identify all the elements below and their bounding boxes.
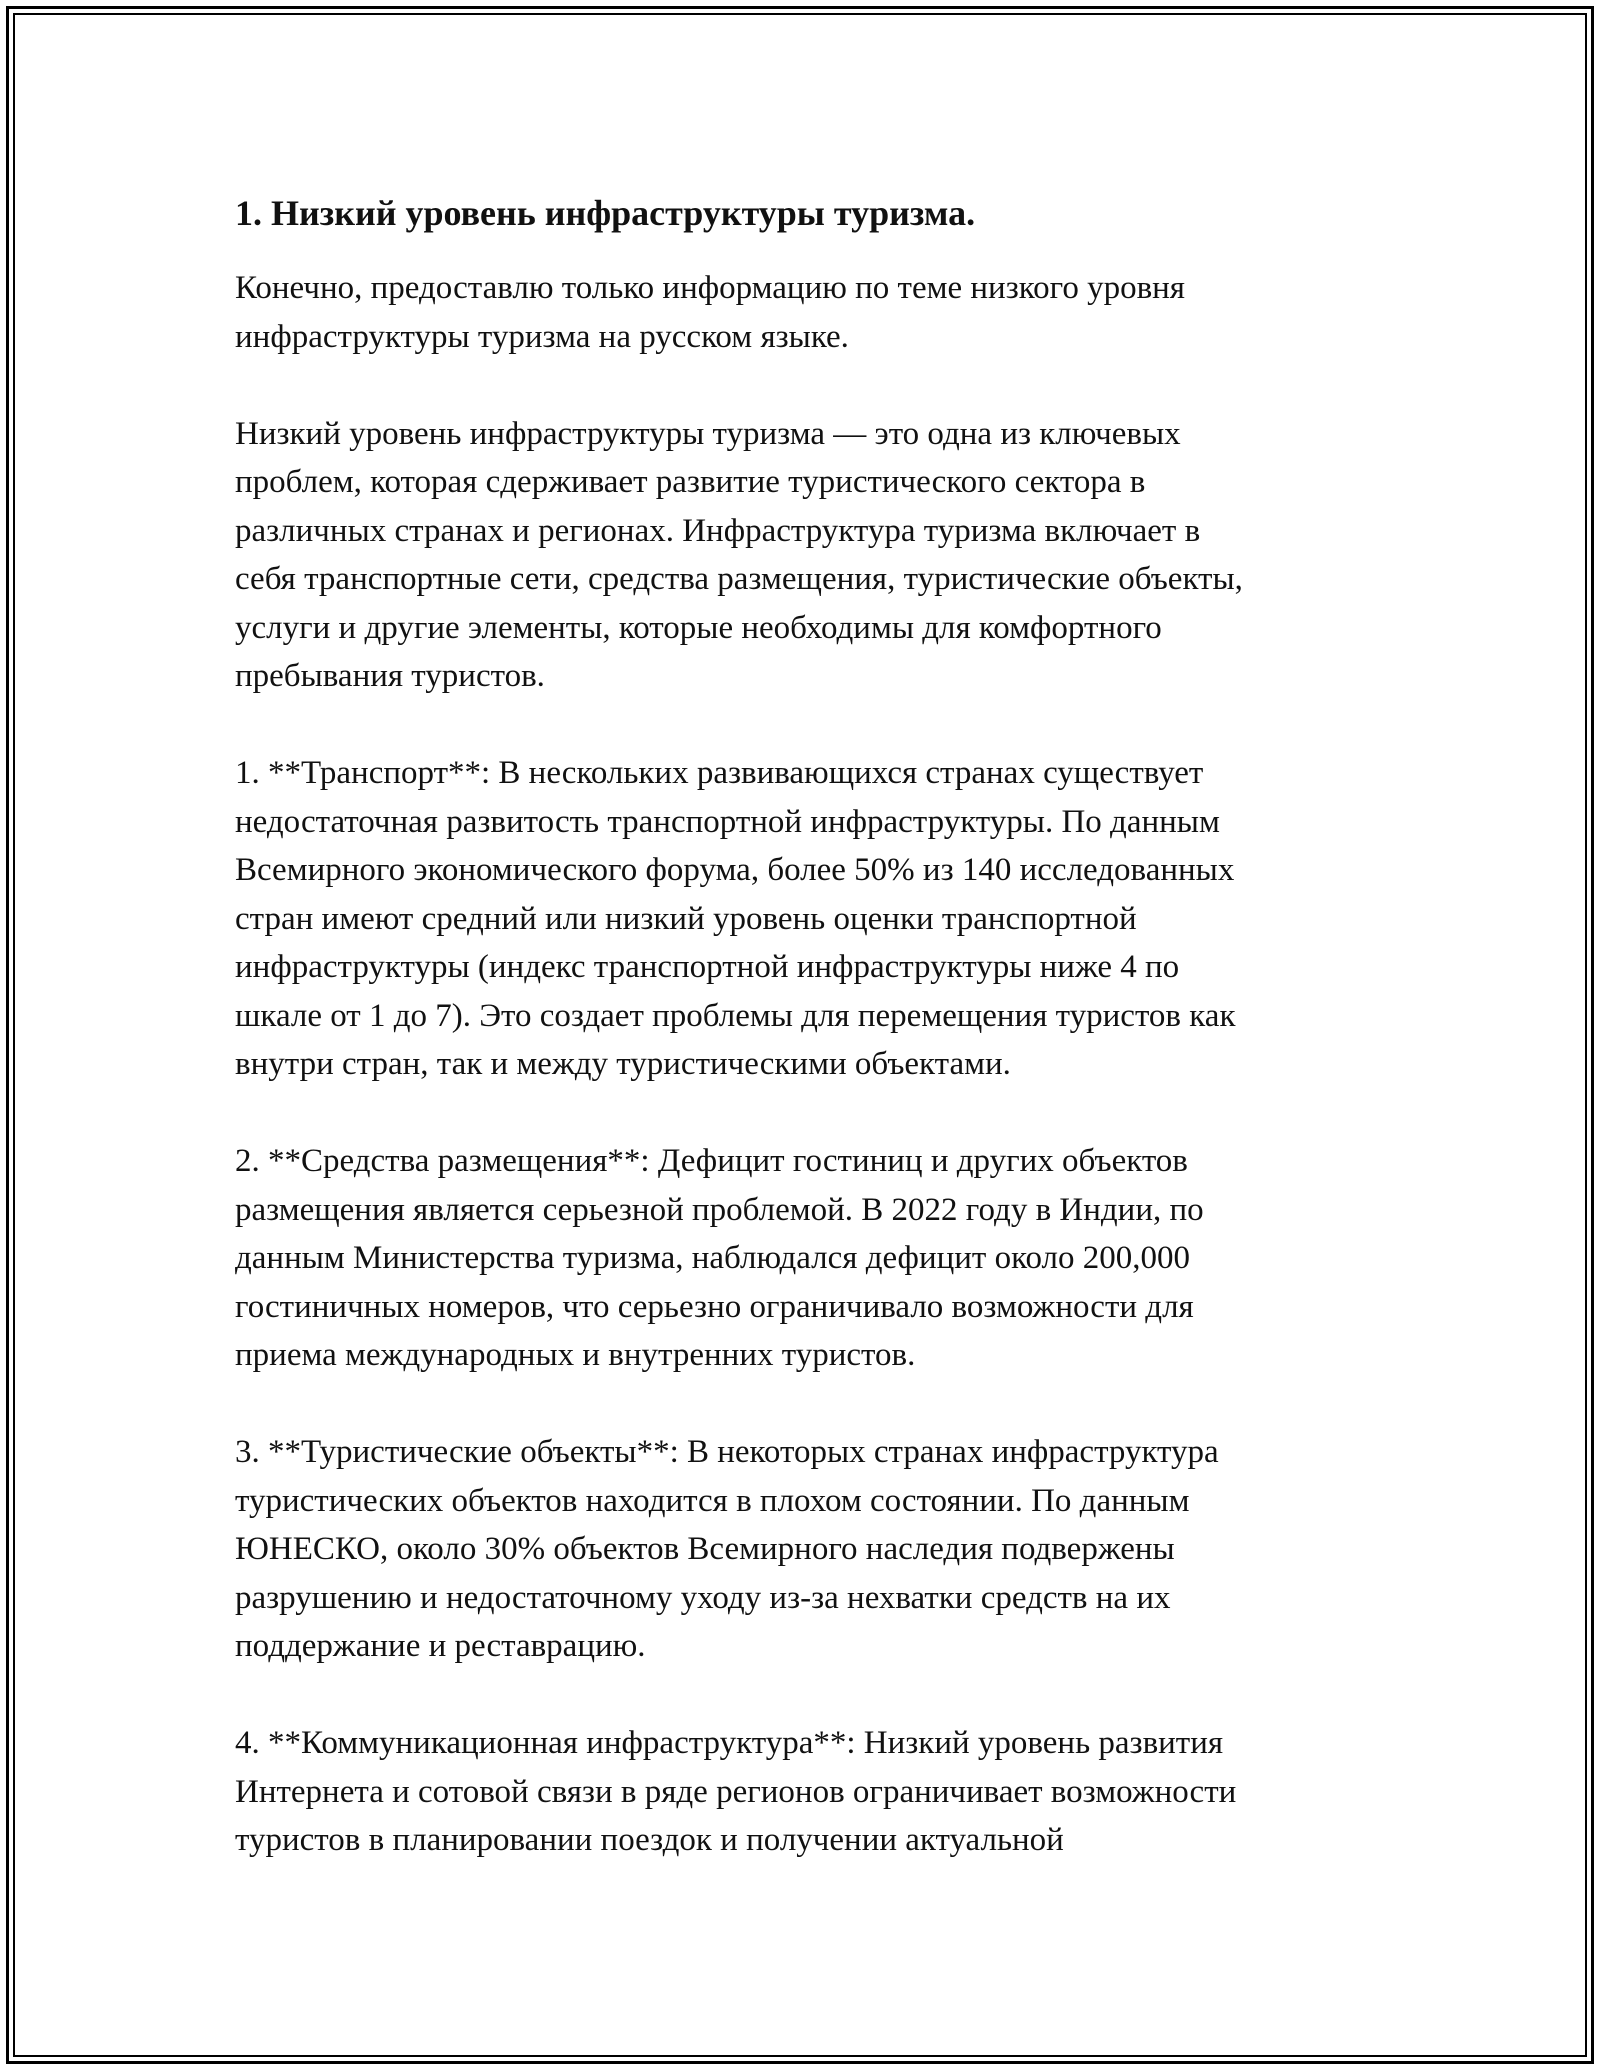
text-line: данным Министерства туризма, наблюдался дефицит около 200,000 [235, 1240, 1190, 1276]
text-line: инфраструктуры туризма на русском языке. [235, 318, 849, 355]
document-body [235, 188, 1395, 1913]
paragraph-item-transport [235, 749, 1395, 1089]
text-line: инфраструктуры (индекс транспортной инфраструктуры ниже 4 по [235, 949, 1180, 985]
text-line: ЮНЕСКО, около 30% объектов Всемирного наследия подвержены [235, 1531, 1175, 1567]
document-title: 1. Низкий уровень инфраструктуры туризма. [235, 193, 976, 233]
text-line: разрушению и недостаточному уходу из-за нехватки средств на их [235, 1579, 1171, 1616]
text-line: туристов в планировании поездок и получении актуальной [235, 1822, 1064, 1858]
text-line: 2. **Средства размещения**: Дефицит гостиниц и других объектов [235, 1143, 1188, 1179]
text-line: пребывания туристов. [235, 658, 545, 694]
text-line: 4. **Коммуникационная инфраструктура**: Низкий уровень развития [235, 1725, 1224, 1761]
text-line: Конечно, предоставлю только информацию по теме низкого уровня [235, 270, 1185, 306]
paragraph-item-communications [235, 1719, 1395, 1865]
text-line: недостаточная развитость транспортной инфраструктуры. По данным [235, 803, 1220, 840]
text-line: себя транспортные сети, средства размещения, туристические объекты, [235, 561, 1243, 597]
text-line: размещения является серьезной проблемой. В 2022 году в Индии, по [235, 1191, 1204, 1228]
text-line: услуги и другие элементы, которые необходимы для комфортного [235, 609, 1162, 646]
text-line: Низкий уровень инфраструктуры туризма — это одна из ключевых [235, 415, 1181, 452]
text-line: шкале от 1 до 7). Это создает проблемы для перемещения туристов как [235, 997, 1236, 1034]
text-line: проблем, которая сдерживает развитие туристического сектора в [235, 464, 1146, 500]
text-line: приема международных и внутренних туристов. [235, 1337, 916, 1373]
text-line: внутри стран, так и между туристическими объектами. [235, 1046, 1011, 1082]
text-line: 1. **Транспорт**: В нескольких развивающихся странах существует [235, 755, 1204, 791]
text-line: поддержание и реставрацию. [235, 1628, 646, 1664]
text-line: 3. **Туристические объекты**: В некоторых странах инфраструктура [235, 1434, 1219, 1470]
paragraph-overview [235, 410, 1395, 701]
text-line: Интернета и сотовой связи в ряде регионов ограничивает возможности [235, 1773, 1237, 1810]
paragraph-item-attractions [235, 1428, 1395, 1671]
paragraph-item-accommodation [235, 1137, 1395, 1380]
text-line: гостиничных номеров, что серьезно ограничивало возможности для [235, 1288, 1194, 1325]
paragraph-intro [235, 264, 1395, 361]
text-line: различных странах и регионах. Инфраструктура туризма включает в [235, 512, 1201, 549]
text-line: стран имеют средний или низкий уровень оценки транспортной [235, 900, 1137, 937]
text-line: туристических объектов находится в плохом состоянии. По данным [235, 1482, 1190, 1519]
text-line: Всемирного экономического форума, более 50% из 140 исследованных [235, 852, 1235, 888]
